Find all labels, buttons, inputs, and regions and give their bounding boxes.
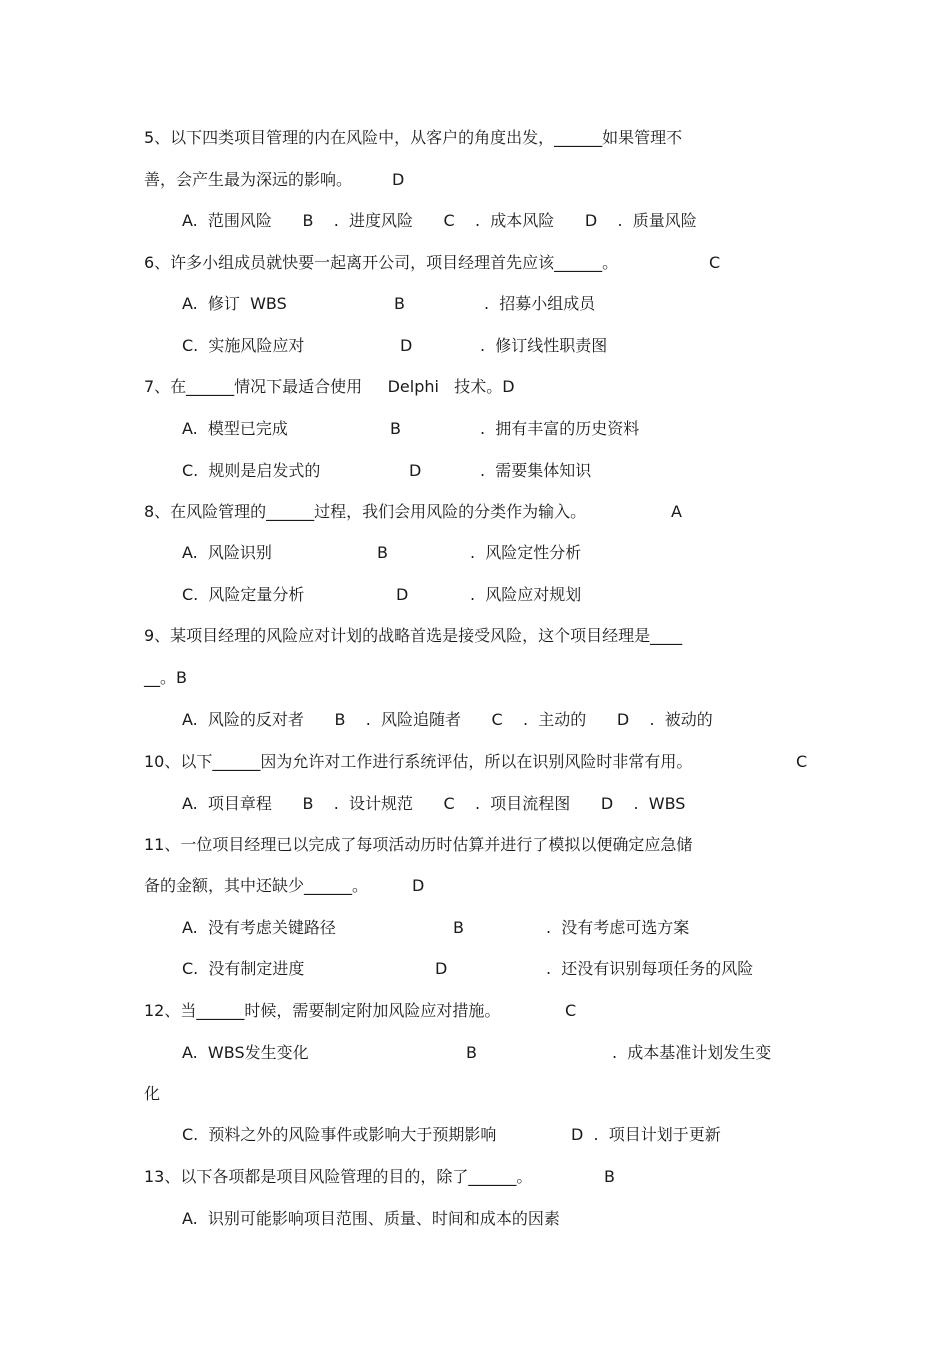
- question-8-option-c: C. 风险定量分析: [182, 585, 305, 604]
- question-5-options: A. 范围风险 B . 进度风险 C . 成本风险 D . 质量风险: [182, 211, 697, 230]
- question-12-option-b-letter: B: [466, 1043, 477, 1062]
- question-6-answer: C: [709, 253, 721, 272]
- question-11-text-line2: 备的金额，其中还缺少______。: [144, 876, 369, 895]
- question-12-option-b-wrap: 化: [144, 1084, 161, 1103]
- question-8-option-d: . 风险应对规划: [470, 585, 582, 604]
- question-7-option-d-letter: D: [409, 461, 422, 480]
- question-11-answer: D: [412, 876, 425, 895]
- question-12-option-d: D . 项目计划于更新: [571, 1125, 721, 1144]
- question-6-option-b: . 招募小组成员: [484, 294, 596, 313]
- question-7-option-a: A. 模型已完成: [182, 419, 288, 438]
- question-6-option-a: A. 修订 WBS: [182, 294, 287, 313]
- question-12-option-c: C. 预料之外的风险事件或影响大于预期影响: [182, 1125, 497, 1144]
- question-9-text-line1: 9、某项目经理的风险应对计划的战略首选是接受风险，这个项目经理是____: [144, 626, 683, 645]
- question-5-text-line2: 善，会产生最为深远的影响。: [144, 170, 353, 189]
- question-13-answer: B: [604, 1167, 615, 1186]
- question-8-option-d-letter: D: [396, 585, 409, 604]
- question-8-option-a: A. 风险识别: [182, 543, 272, 562]
- question-11-option-d: . 还没有识别每项任务的风险: [546, 959, 754, 978]
- question-9-text-line2: __。B: [144, 668, 187, 687]
- question-11-text-line1: 11、一位项目经理已以完成了每项活动历时估算并进行了模拟以便确定应急储: [144, 835, 693, 854]
- question-10-answer: C: [796, 752, 808, 771]
- question-6-text: 6、许多小组成员就快要一起离开公司，项目经理首先应该______。: [144, 253, 619, 272]
- question-10-text: 10、以下______因为允许对工作进行系统评估，所以在识别风险时非常有用。: [144, 752, 693, 771]
- question-8-text: 8、在风险管理的______过程，我们会用风险的分类作为输入。: [144, 502, 587, 521]
- question-11-option-a: A. 没有考虑关键路径: [182, 918, 336, 937]
- question-5-answer: D: [392, 170, 405, 189]
- question-6-option-b-letter: B: [394, 294, 405, 313]
- question-7-option-b: . 拥有丰富的历史资料: [480, 419, 640, 438]
- question-8-answer: A: [671, 502, 682, 521]
- question-5-text-line1: 5、以下四类项目管理的内在风险中，从客户的角度出发，______如果管理不: [144, 128, 683, 147]
- question-11-option-d-letter: D: [435, 959, 448, 978]
- question-9-options: A. 风险的反对者 B . 风险追随者 C . 主动的 D . 被动的: [182, 710, 713, 729]
- question-7-option-d: . 需要集体知识: [480, 461, 592, 480]
- question-13-option-a: A. 识别可能影响项目范围、质量、时间和成本的因素: [182, 1209, 560, 1228]
- question-6-option-c: C. 实施风险应对: [182, 336, 305, 355]
- question-7-option-c: C. 规则是启发式的: [182, 461, 321, 480]
- question-6-option-d-letter: D: [400, 336, 413, 355]
- question-12-option-b: . 成本基准计划发生变: [612, 1043, 772, 1062]
- question-7-text: 7、在______情况下最适合使用 Delphi 技术。D: [144, 377, 515, 396]
- question-8-option-b-letter: B: [377, 543, 388, 562]
- question-10-options: A. 项目章程 B . 设计规范 C . 项目流程图 D . WBS: [182, 794, 686, 813]
- question-8-option-b: . 风险定性分析: [470, 543, 582, 562]
- question-11-option-b: . 没有考虑可选方案: [546, 918, 690, 937]
- question-12-option-a: A. WBS发生变化: [182, 1043, 309, 1062]
- question-7-option-b-letter: B: [390, 419, 401, 438]
- question-11-option-c: C. 没有制定进度: [182, 959, 305, 978]
- question-12-text: 12、当______时候，需要制定附加风险应对措施。: [144, 1001, 501, 1020]
- question-11-option-b-letter: B: [453, 918, 464, 937]
- question-12-answer: C: [565, 1001, 577, 1020]
- question-13-text: 13、以下各项都是项目风险管理的目的，除了______。: [144, 1167, 533, 1186]
- question-6-option-d: . 修订线性职责图: [480, 336, 608, 355]
